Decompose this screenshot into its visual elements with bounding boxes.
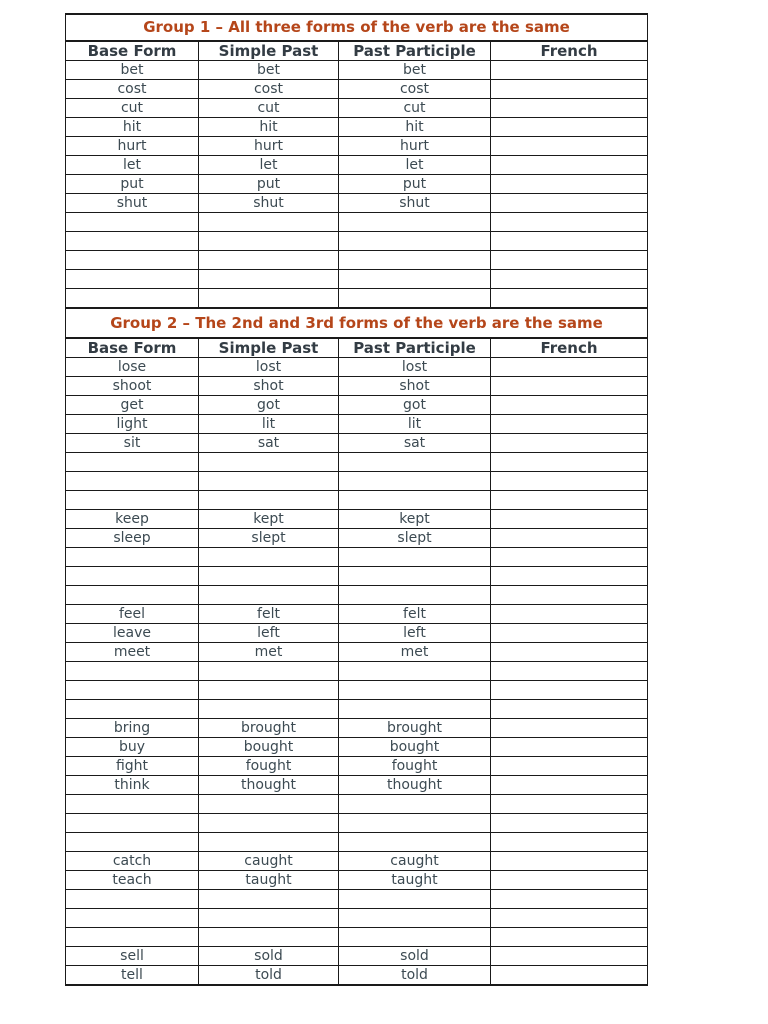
- simple-past-cell: [199, 472, 339, 491]
- base-form-cell: shoot: [66, 377, 199, 396]
- past-participle-cell: [339, 586, 491, 605]
- simple-past-cell: sat: [199, 434, 339, 453]
- simple-past-cell: hit: [199, 118, 339, 137]
- french-cell: [491, 605, 648, 624]
- simple-past-cell: let: [199, 156, 339, 175]
- past-participle-cell: [339, 232, 491, 251]
- simple-past-cell: hurt: [199, 137, 339, 156]
- simple-past-cell: fought: [199, 757, 339, 776]
- simple-past-cell: [199, 909, 339, 928]
- simple-past-cell: put: [199, 175, 339, 194]
- header-french: French: [491, 338, 648, 358]
- french-cell: [491, 909, 648, 928]
- table-row: [66, 605, 648, 624]
- past-participle-cell: [339, 472, 491, 491]
- past-participle-cell: sold: [339, 947, 491, 966]
- simple-past-cell: left: [199, 624, 339, 643]
- base-form-cell: [66, 567, 199, 586]
- simple-past-cell: bet: [199, 61, 339, 80]
- past-participle-cell: [339, 814, 491, 833]
- french-cell: [491, 415, 648, 434]
- french-cell: [491, 529, 648, 548]
- table-row: [66, 137, 648, 156]
- past-participle-cell: thought: [339, 776, 491, 795]
- simple-past-cell: caught: [199, 852, 339, 871]
- verb-table-body: [66, 14, 648, 985]
- group1-title-row: [66, 14, 648, 41]
- simple-past-cell: told: [199, 966, 339, 986]
- french-cell: [491, 738, 648, 757]
- table-row: [66, 99, 648, 118]
- header-base-form: Base Form: [66, 41, 199, 61]
- simple-past-cell: [199, 567, 339, 586]
- table-row: [66, 586, 648, 605]
- past-participle-cell: [339, 289, 491, 309]
- past-participle-cell: [339, 567, 491, 586]
- french-cell: [491, 966, 648, 986]
- french-cell: [491, 510, 648, 529]
- table-row: [66, 472, 648, 491]
- past-participle-cell: got: [339, 396, 491, 415]
- french-cell: [491, 567, 648, 586]
- past-participle-cell: [339, 890, 491, 909]
- base-form-cell: bring: [66, 719, 199, 738]
- french-cell: [491, 232, 648, 251]
- header-simple-past: Simple Past: [199, 41, 339, 61]
- simple-past-cell: shot: [199, 377, 339, 396]
- french-cell: [491, 586, 648, 605]
- base-form-cell: sit: [66, 434, 199, 453]
- past-participle-cell: caught: [339, 852, 491, 871]
- simple-past-cell: slept: [199, 529, 339, 548]
- base-form-cell: [66, 213, 199, 232]
- simple-past-cell: [199, 289, 339, 309]
- table-row: [66, 928, 648, 947]
- table-row: [66, 453, 648, 472]
- table-row: [66, 377, 648, 396]
- base-form-cell: get: [66, 396, 199, 415]
- simple-past-cell: [199, 251, 339, 270]
- past-participle-cell: [339, 909, 491, 928]
- simple-past-cell: [199, 795, 339, 814]
- french-cell: [491, 118, 648, 137]
- verb-table: [65, 13, 648, 986]
- base-form-cell: bet: [66, 61, 199, 80]
- simple-past-cell: [199, 700, 339, 719]
- base-form-cell: leave: [66, 624, 199, 643]
- simple-past-cell: [199, 890, 339, 909]
- table-row: [66, 396, 648, 415]
- french-cell: [491, 890, 648, 909]
- french-cell: [491, 270, 648, 289]
- french-cell: [491, 156, 648, 175]
- simple-past-cell: cut: [199, 99, 339, 118]
- table-row: [66, 548, 648, 567]
- past-participle-cell: hit: [339, 118, 491, 137]
- simple-past-cell: [199, 586, 339, 605]
- base-form-cell: cut: [66, 99, 199, 118]
- past-participle-cell: cost: [339, 80, 491, 99]
- base-form-cell: hit: [66, 118, 199, 137]
- past-participle-cell: slept: [339, 529, 491, 548]
- french-cell: [491, 700, 648, 719]
- base-form-cell: [66, 795, 199, 814]
- table-row: [66, 947, 648, 966]
- base-form-cell: sell: [66, 947, 199, 966]
- base-form-cell: [66, 472, 199, 491]
- table-row: [66, 80, 648, 99]
- table-row: [66, 890, 648, 909]
- french-cell: [491, 548, 648, 567]
- french-cell: [491, 377, 648, 396]
- french-cell: [491, 833, 648, 852]
- base-form-cell: [66, 681, 199, 700]
- table-row: [66, 175, 648, 194]
- french-cell: [491, 643, 648, 662]
- past-participle-cell: shot: [339, 377, 491, 396]
- table-row: [66, 232, 648, 251]
- simple-past-cell: [199, 928, 339, 947]
- base-form-cell: let: [66, 156, 199, 175]
- table-row: [66, 213, 648, 232]
- french-cell: [491, 289, 648, 309]
- base-form-cell: put: [66, 175, 199, 194]
- table-row: [66, 681, 648, 700]
- simple-past-cell: bought: [199, 738, 339, 757]
- simple-past-cell: [199, 833, 339, 852]
- simple-past-cell: taught: [199, 871, 339, 890]
- french-cell: [491, 61, 648, 80]
- past-participle-cell: brought: [339, 719, 491, 738]
- simple-past-cell: [199, 213, 339, 232]
- simple-past-cell: [199, 814, 339, 833]
- simple-past-cell: [199, 662, 339, 681]
- base-form-cell: [66, 270, 199, 289]
- past-participle-cell: put: [339, 175, 491, 194]
- base-form-cell: [66, 232, 199, 251]
- base-form-cell: catch: [66, 852, 199, 871]
- base-form-cell: [66, 928, 199, 947]
- french-cell: [491, 175, 648, 194]
- table-row: [66, 757, 648, 776]
- french-cell: [491, 80, 648, 99]
- table-row: [66, 529, 648, 548]
- base-form-cell: [66, 700, 199, 719]
- base-form-cell: hurt: [66, 137, 199, 156]
- base-form-cell: [66, 251, 199, 270]
- past-participle-cell: fought: [339, 757, 491, 776]
- french-cell: [491, 719, 648, 738]
- simple-past-cell: got: [199, 396, 339, 415]
- table-row: [66, 643, 648, 662]
- table-row: [66, 852, 648, 871]
- group2-header-row: [66, 338, 648, 358]
- table-row: [66, 624, 648, 643]
- base-form-cell: buy: [66, 738, 199, 757]
- table-row: [66, 738, 648, 757]
- base-form-cell: [66, 453, 199, 472]
- simple-past-cell: brought: [199, 719, 339, 738]
- french-cell: [491, 251, 648, 270]
- french-cell: [491, 434, 648, 453]
- past-participle-cell: sat: [339, 434, 491, 453]
- past-participle-cell: [339, 251, 491, 270]
- base-form-cell: lose: [66, 358, 199, 377]
- header-past-participle: Past Participle: [339, 41, 491, 61]
- past-participle-cell: bought: [339, 738, 491, 757]
- base-form-cell: [66, 814, 199, 833]
- french-cell: [491, 928, 648, 947]
- base-form-cell: tell: [66, 966, 199, 986]
- past-participle-cell: [339, 833, 491, 852]
- simple-past-cell: met: [199, 643, 339, 662]
- table-row: [66, 358, 648, 377]
- group1-title: Group 1 – All three forms of the verb are the same: [66, 14, 648, 41]
- past-participle-cell: [339, 795, 491, 814]
- past-participle-cell: [339, 928, 491, 947]
- french-cell: [491, 194, 648, 213]
- past-participle-cell: [339, 681, 491, 700]
- past-participle-cell: [339, 662, 491, 681]
- table-row: [66, 251, 648, 270]
- french-cell: [491, 624, 648, 643]
- base-form-cell: teach: [66, 871, 199, 890]
- table-row: [66, 719, 648, 738]
- past-participle-cell: hurt: [339, 137, 491, 156]
- header-past-participle: Past Participle: [339, 338, 491, 358]
- header-french: French: [491, 41, 648, 61]
- base-form-cell: [66, 586, 199, 605]
- table-row: [66, 270, 648, 289]
- past-participle-cell: shut: [339, 194, 491, 213]
- group2-title-row: [66, 308, 648, 338]
- french-cell: [491, 871, 648, 890]
- past-participle-cell: let: [339, 156, 491, 175]
- table-row: [66, 700, 648, 719]
- simple-past-cell: kept: [199, 510, 339, 529]
- table-row: [66, 510, 648, 529]
- table-row: [66, 567, 648, 586]
- header-base-form: Base Form: [66, 338, 199, 358]
- base-form-cell: [66, 890, 199, 909]
- simple-past-cell: [199, 232, 339, 251]
- simple-past-cell: sold: [199, 947, 339, 966]
- table-row: [66, 434, 648, 453]
- base-form-cell: [66, 548, 199, 567]
- french-cell: [491, 358, 648, 377]
- past-participle-cell: [339, 453, 491, 472]
- table-row: [66, 909, 648, 928]
- base-form-cell: shut: [66, 194, 199, 213]
- simple-past-cell: [199, 453, 339, 472]
- table-row: [66, 814, 648, 833]
- past-participle-cell: lost: [339, 358, 491, 377]
- past-participle-cell: bet: [339, 61, 491, 80]
- french-cell: [491, 491, 648, 510]
- french-cell: [491, 757, 648, 776]
- past-participle-cell: lit: [339, 415, 491, 434]
- table-row: [66, 491, 648, 510]
- base-form-cell: [66, 491, 199, 510]
- past-participle-cell: felt: [339, 605, 491, 624]
- table-row: [66, 156, 648, 175]
- simple-past-cell: [199, 681, 339, 700]
- group2-title: Group 2 – The 2nd and 3rd forms of the verb are the same: [66, 308, 648, 338]
- french-cell: [491, 137, 648, 156]
- table-row: [66, 833, 648, 852]
- french-cell: [491, 213, 648, 232]
- table-row: [66, 966, 648, 986]
- french-cell: [491, 776, 648, 795]
- table-row: [66, 118, 648, 137]
- base-form-cell: [66, 662, 199, 681]
- base-form-cell: [66, 833, 199, 852]
- french-cell: [491, 662, 648, 681]
- simple-past-cell: lost: [199, 358, 339, 377]
- past-participle-cell: taught: [339, 871, 491, 890]
- past-participle-cell: [339, 213, 491, 232]
- past-participle-cell: [339, 491, 491, 510]
- base-form-cell: cost: [66, 80, 199, 99]
- group1-header-row: [66, 41, 648, 61]
- simple-past-cell: cost: [199, 80, 339, 99]
- base-form-cell: think: [66, 776, 199, 795]
- past-participle-cell: told: [339, 966, 491, 986]
- table-row: [66, 289, 648, 309]
- base-form-cell: [66, 289, 199, 309]
- french-cell: [491, 396, 648, 415]
- french-cell: [491, 947, 648, 966]
- simple-past-cell: [199, 548, 339, 567]
- french-cell: [491, 453, 648, 472]
- past-participle-cell: cut: [339, 99, 491, 118]
- french-cell: [491, 795, 648, 814]
- table-row: [66, 61, 648, 80]
- base-form-cell: keep: [66, 510, 199, 529]
- past-participle-cell: [339, 270, 491, 289]
- simple-past-cell: shut: [199, 194, 339, 213]
- french-cell: [491, 852, 648, 871]
- header-simple-past: Simple Past: [199, 338, 339, 358]
- base-form-cell: meet: [66, 643, 199, 662]
- table-row: [66, 194, 648, 213]
- french-cell: [491, 814, 648, 833]
- simple-past-cell: thought: [199, 776, 339, 795]
- base-form-cell: light: [66, 415, 199, 434]
- simple-past-cell: lit: [199, 415, 339, 434]
- french-cell: [491, 472, 648, 491]
- simple-past-cell: [199, 270, 339, 289]
- past-participle-cell: [339, 548, 491, 567]
- past-participle-cell: left: [339, 624, 491, 643]
- table-row: [66, 776, 648, 795]
- table-row: [66, 662, 648, 681]
- french-cell: [491, 99, 648, 118]
- base-form-cell: [66, 909, 199, 928]
- table-row: [66, 871, 648, 890]
- past-participle-cell: [339, 700, 491, 719]
- past-participle-cell: kept: [339, 510, 491, 529]
- simple-past-cell: felt: [199, 605, 339, 624]
- french-cell: [491, 681, 648, 700]
- base-form-cell: feel: [66, 605, 199, 624]
- base-form-cell: fight: [66, 757, 199, 776]
- past-participle-cell: met: [339, 643, 491, 662]
- table-row: [66, 415, 648, 434]
- base-form-cell: sleep: [66, 529, 199, 548]
- table-row: [66, 795, 648, 814]
- simple-past-cell: [199, 491, 339, 510]
